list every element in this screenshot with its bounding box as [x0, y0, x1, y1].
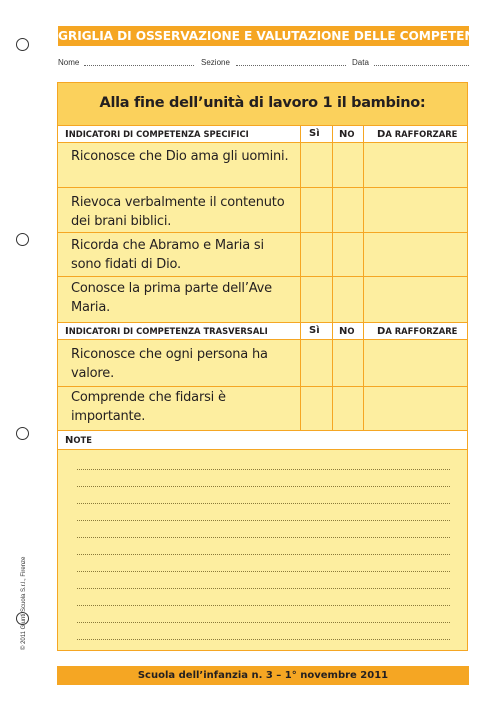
- notes-line[interactable]: [77, 588, 450, 589]
- notes-line[interactable]: [77, 622, 450, 623]
- notes-line[interactable]: [77, 605, 450, 606]
- binder-hole-lower-middle: [16, 427, 29, 440]
- panel-title-band: [58, 83, 467, 126]
- column-si: Sì: [309, 325, 320, 336]
- worksheet-title-banner: GRIGLIA DI OSSERVAZIONE E VALUTAZIONE DELLE COMPETENZE: [58, 26, 469, 46]
- name-field[interactable]: [84, 65, 194, 66]
- row-divider: [58, 386, 467, 387]
- notes-line[interactable]: [77, 486, 450, 487]
- notes-line[interactable]: [77, 503, 450, 504]
- copyright-notice: © 2011 Giunti Scuola S.r.l., Firenze: [21, 556, 27, 650]
- name-label: Nome: [58, 58, 80, 67]
- section-field[interactable]: [236, 65, 346, 66]
- column-no: NO: [339, 326, 355, 337]
- transversal-indicator-2: Comprende che fidarsi è importante.: [71, 390, 226, 424]
- column-si: Sì: [309, 128, 320, 139]
- notes-line[interactable]: [77, 469, 450, 470]
- notes-line[interactable]: [77, 537, 450, 538]
- column-no: NO: [339, 129, 355, 140]
- specific-indicators-header: [58, 125, 467, 143]
- student-info-line: [58, 58, 469, 70]
- date-label: Data: [352, 58, 369, 67]
- notes-line[interactable]: [77, 554, 450, 555]
- specific-indicator-3: Ricorda che Abramo e Maria si sono fidati di Dio.: [71, 238, 264, 272]
- evaluation-panel: [57, 82, 468, 651]
- transversal-indicator-1: Riconosce che ogni persona ha valore.: [71, 347, 268, 381]
- section-label: Sezione: [201, 58, 230, 67]
- specific-indicator-2: Rievoca verbalmente il contenuto dei brani biblici.: [71, 195, 285, 229]
- notes-line[interactable]: [77, 639, 450, 640]
- column-divider: [300, 322, 301, 431]
- column-divider: [363, 125, 364, 322]
- notes-header: NOTE: [58, 430, 467, 450]
- footer-banner: Scuola dell’infanzia n. 3 – 1° novembre 2011: [57, 666, 469, 685]
- date-field[interactable]: [374, 65, 469, 66]
- row-divider: [58, 187, 467, 188]
- transversal-indicators-header: [58, 322, 467, 340]
- binder-hole-upper-middle: [16, 233, 29, 246]
- notes-line[interactable]: [77, 520, 450, 521]
- column-divider: [300, 125, 301, 322]
- notes-line[interactable]: [77, 571, 450, 572]
- transversal-heading: INDICATORI DI COMPETENZA TRASVERSALI: [65, 326, 268, 337]
- column-divider: [332, 125, 333, 322]
- binder-hole-top: [16, 38, 29, 51]
- specific-heading: INDICATORI DI COMPETENZA SPECIFICI: [65, 129, 249, 140]
- panel-title: Alla fine dell’unità di lavoro 1 il bambino:: [99, 95, 426, 111]
- specific-indicator-4: Conosce la prima parte dell’Ave Maria.: [71, 281, 272, 315]
- column-divider: [363, 322, 364, 431]
- column-da-rafforzare: DA RAFFORZARE: [377, 326, 458, 337]
- row-divider: [58, 232, 467, 233]
- column-divider: [332, 322, 333, 431]
- specific-indicator-1: Riconosce che Dio ama gli uomini.: [71, 149, 289, 164]
- row-divider: [58, 276, 467, 277]
- column-da-rafforzare: DA RAFFORZARE: [377, 129, 458, 140]
